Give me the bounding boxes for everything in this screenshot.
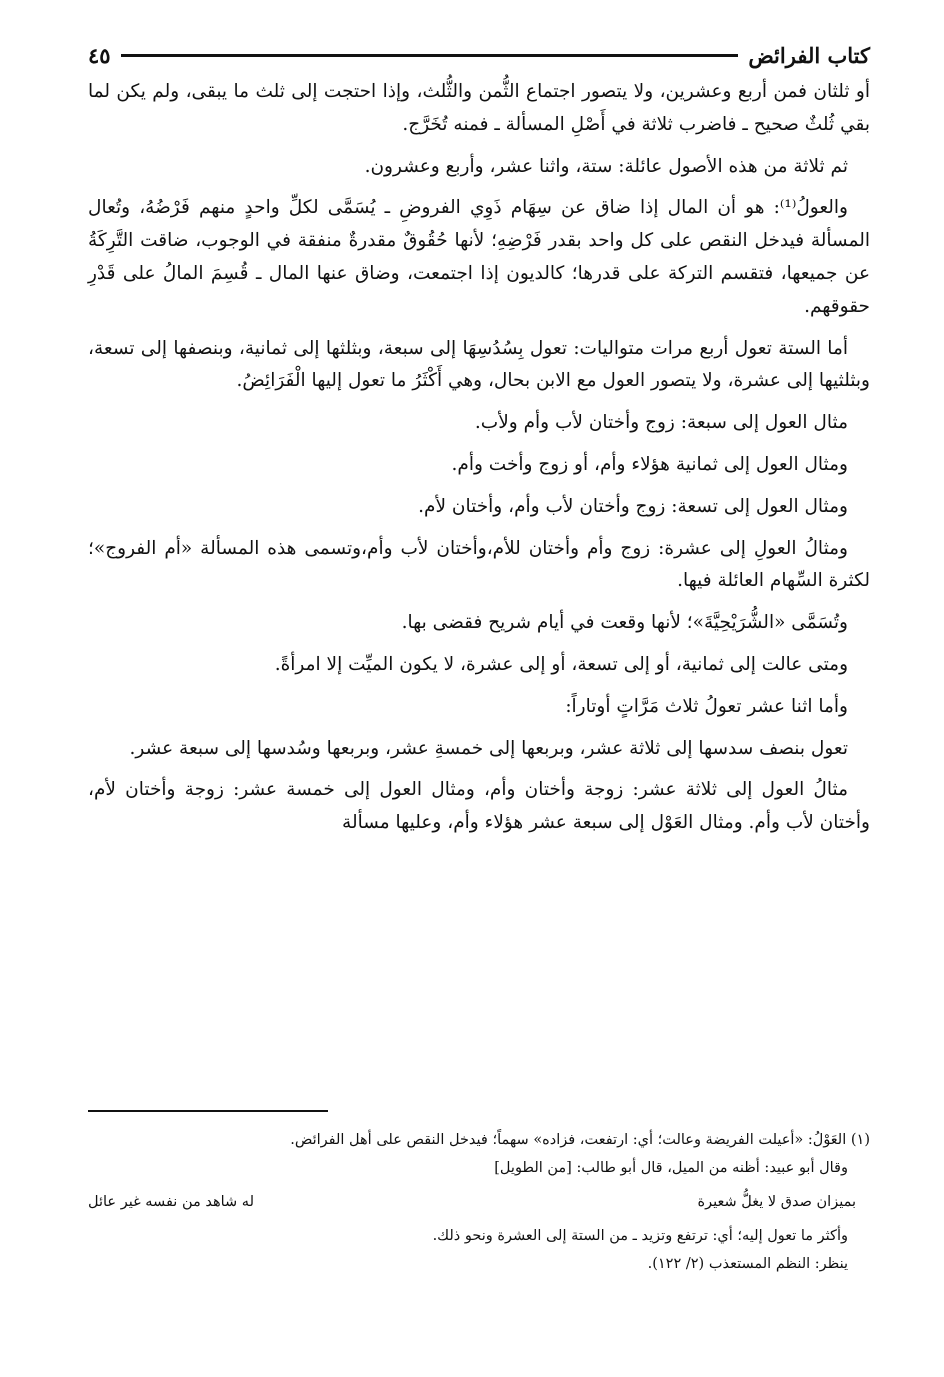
footnote-rule bbox=[88, 1110, 328, 1112]
header-rule bbox=[121, 54, 739, 57]
verse-second-hemistich: له شاهد من نفسه غير عائل bbox=[88, 1194, 254, 1210]
poetry-verse bbox=[88, 1188, 870, 1216]
footnote-line-4: ينظر: النظم المستعذب (٢/ ١٢٢). bbox=[647, 1256, 848, 1272]
paragraph-6: ومثال العول إلى ثمانية هؤلاء وأم، أو زوج وأخت وأم. bbox=[451, 453, 848, 475]
footnote-1: (١) العَوْلُ: «أعيلت الفريضة وعالت؛ أي: ارتفعت، فزاده» سهماً؛ فيدخل النقص على أهل الفرائض. bbox=[290, 1132, 870, 1148]
paragraph-2: ثم ثلاثة من هذه الأصول عائلة: ستة، واثنا عشر، وأربع وعشرون. bbox=[364, 155, 848, 177]
paragraph-9: وتُسَمَّى «الشُّرَيْحِيَّةَ»؛ لأنها وقعت في أيام شريح فقضى بها. bbox=[401, 612, 848, 634]
paragraph-10: ومتى عالت إلى ثمانية، أو إلى تسعة، أو إلى عشرة، لا يكون الميِّت إلا امرأةً. bbox=[274, 653, 848, 675]
footnote-line-2: وقال أبو عبيد: أظنه من الميل، قال أبو طالب: [من الطويل] bbox=[494, 1160, 848, 1176]
paragraph-13: مثالُ العول إلى ثلاثة عشر: زوجة وأختان وأم، ومثال العول إلى خمسة عشر: زوجة وأختان لأم، وأختان لأب وأم. ومثال العَوْل إلى سبعة عشر هؤلاء وأم، وعليها مسألة bbox=[88, 779, 870, 834]
paragraph-11: وأما اثنا عشر تعولُ ثلاث مَرَّاتٍ أوتاراً: bbox=[565, 695, 848, 717]
paragraph-4: أما الستة تعول أربع مرات متواليات: تعول بِسُدُسِهَا إلى سبعة، وبثلثها إلى ثمانية، وبنصفها إلى تسعة، وبثلثيها إلى عشرة، ولا يتصور العول مع الابن بحال، وهي أَكْثَرُ ما تعول إليها الْفَرَائِضُ. bbox=[88, 337, 870, 392]
paragraph-3: والعولُ⁽¹⁾: هو أن المال إذا ضاق عن سِهَام ذَوِي الفروضِ ـ يُسَمَّى لكلِّ واحدٍ منهم فَرْضُهُ، وتُعال المسألة فيدخل النقص على كل واحد بقدر فَرْضِهِ؛ لأنها حُقُوقٌ مقدرةٌ منفقة في الوجوب، ضاقت التَّرِكَةُ عن جميعها، فتقسم التركة على قدرها؛ كالديون إذا اجتمعت، وضاق عنها المال ـ قُسِمَ المالُ على قَدْرِ حقوقهم. bbox=[88, 197, 870, 317]
paragraph-1: أو ثلثان فمن أربع وعشرين، ولا يتصور اجتماع الثُّمن والثُّلث، وإذا احتجت إلى ثلث ما يبقى، ولم يكن لما بقي ثُلثٌ صحيح ـ فاضرب ثلاثة في أَصْلِ المسألة ـ فمنه تُخَرَّج. bbox=[88, 81, 870, 135]
footnotes bbox=[88, 1126, 870, 1278]
paragraph-8: ومثالُ العولِ إلى عشرة: زوج وأم وأختان للأم،وأختان لأب وأم،وتسمى هذه المسألة «أم الفروج»؛ لكثرة السِّهام العائلة فيها. bbox=[88, 537, 870, 592]
page bbox=[88, 38, 870, 1358]
paragraph-7: ومثال العول إلى تسعة: زوج وأختان لأب وأم، وأختان لأم. bbox=[418, 495, 848, 517]
verse-first-hemistich: بميزان صدق لا يغلُّ شعيرة bbox=[697, 1194, 856, 1210]
page-number: ٤٥ bbox=[88, 42, 111, 68]
paragraph-5: مثال العول إلى سبعة: زوج وأختان لأب وأم ولأب. bbox=[474, 412, 848, 434]
book-title: كتاب الفرائض bbox=[748, 42, 870, 68]
footnote-line-3: وأكثر ما تعول إليه؛ أي: ترتفع وتزيد ـ من الستة إلى العشرة ونحو ذلك. bbox=[432, 1228, 848, 1244]
running-head bbox=[88, 38, 870, 72]
main-text bbox=[88, 76, 870, 840]
paragraph-12: تعول بنصف سدسها إلى ثلاثة عشر، وبربعها إلى خمسةِ عشر، وبربعها وسُدسها إلى سبعة عشر. bbox=[129, 737, 848, 759]
